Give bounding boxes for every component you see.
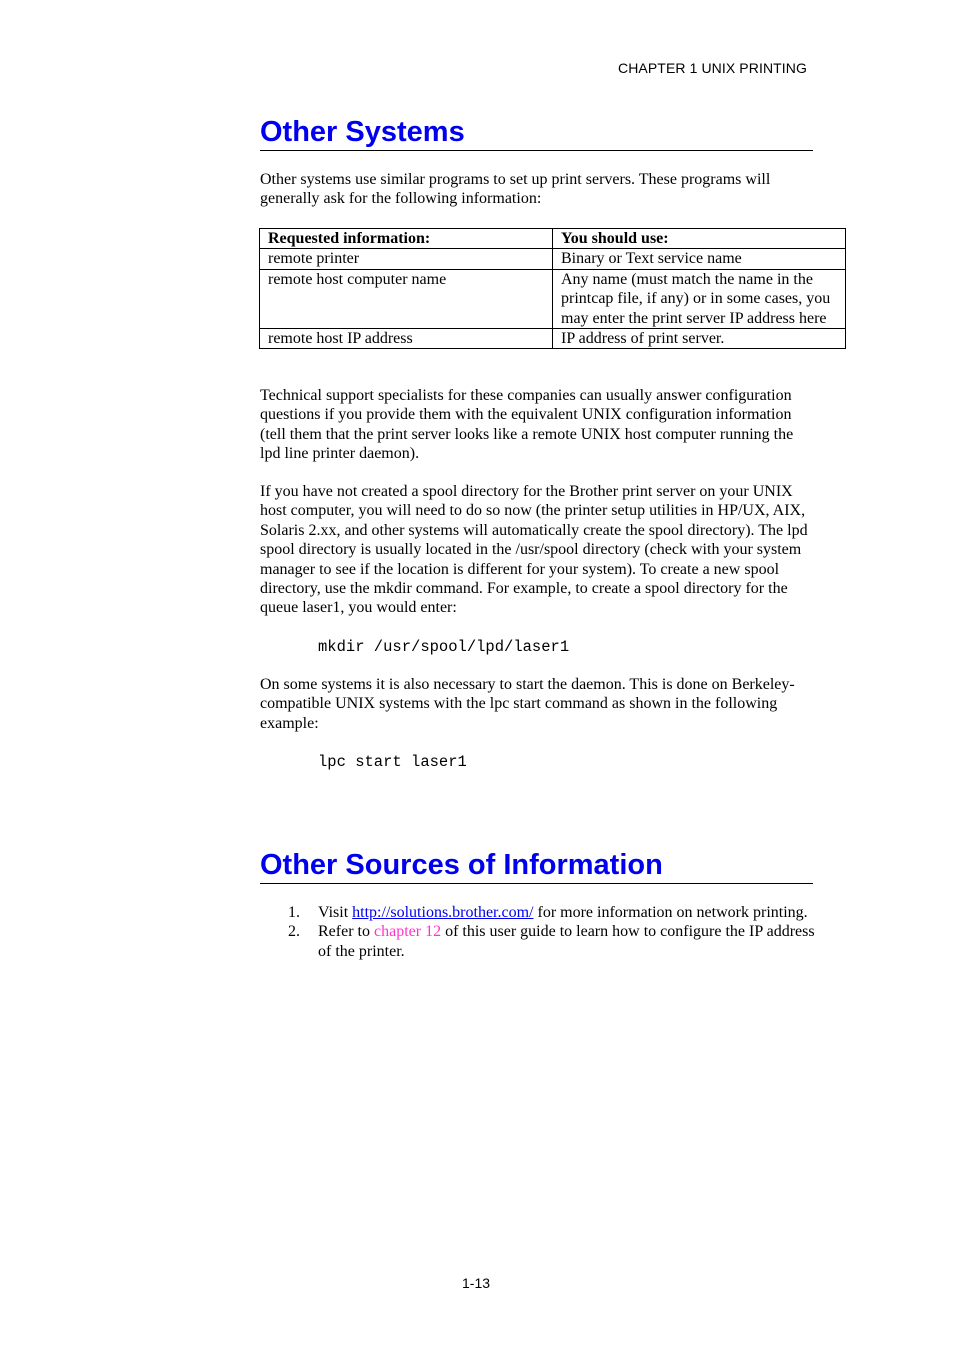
lpc-start-command: lpc start laser1 — [318, 753, 467, 771]
table-cell: remote printer — [260, 249, 553, 269]
table-header-cell: Requested information: — [260, 229, 553, 249]
daemon-paragraph: On some systems it is also necessary to start the daemon. This is done on Berkeley-compatible UNIX systems with the lpc start command as shown in the following example: — [260, 676, 795, 732]
list-text: for more information on network printing. — [533, 904, 808, 921]
table-cell: remote host computer name — [260, 269, 553, 328]
table-row — [260, 249, 846, 269]
spool-directory-paragraph: If you have not created a spool directory for the Brother print server on your UNIX host computer, you will need to do so now (the printer setup utilities in HP/UX, AIX, Solaris 2.xx, and other systems will automatically create the spool directory). The lpd spool directory is usually located in the /usr/spool directory (check with your system manager to see if the location is different for your system). To create a new spool directory, use the mkdir command. For example, to create a spool directory for the queue laser1, you would enter: — [260, 483, 808, 617]
mkdir-command: mkdir /usr/spool/lpd/laser1 — [318, 638, 570, 656]
requested-information-table — [259, 228, 846, 349]
sources-list — [288, 903, 818, 961]
table-cell: Binary or Text service name — [553, 249, 846, 269]
table-cell: remote host IP address — [260, 329, 553, 349]
table-row — [260, 329, 846, 349]
section-title-other-sources: Other Sources of Information — [260, 848, 813, 884]
list-text: Refer to — [318, 923, 374, 941]
list-number: 1. — [288, 904, 300, 921]
table-row — [260, 269, 846, 328]
list-item — [288, 903, 818, 922]
table-cell: Any name (must match the name in the printcap file, if any) or in some cases, you may enter the print server IP address here — [553, 269, 846, 328]
list-number: 2. — [288, 923, 300, 941]
intro-paragraph: Other systems use similar programs to set up print servers. These programs will generally ask for the following information: — [260, 171, 771, 208]
list-item — [288, 922, 818, 961]
table-header-cell: You should use: — [553, 229, 846, 249]
table-cell: IP address of print server. — [553, 329, 846, 349]
list-text: Visit — [318, 904, 353, 921]
list-text: of this user guide to learn how to configure the IP address of the printer. — [318, 923, 815, 960]
page-number: 1-13 — [462, 1275, 491, 1291]
solutions-link[interactable]: http://solutions.brother.com/ — [352, 904, 534, 921]
chapter-12-cross-reference[interactable]: chapter 12 — [373, 923, 442, 941]
section-title-other-systems: Other Systems — [260, 115, 813, 151]
running-header: CHAPTER 1 UNIX PRINTING — [618, 60, 807, 76]
table-header-row — [260, 229, 846, 249]
support-paragraph: Technical support specialists for these companies can usually answer configuration questions if you provide them with the equivalent UNIX configuration information (tell them that the print server looks like a remote UNIX host computer running the lpd line printer daemon). — [260, 387, 794, 463]
